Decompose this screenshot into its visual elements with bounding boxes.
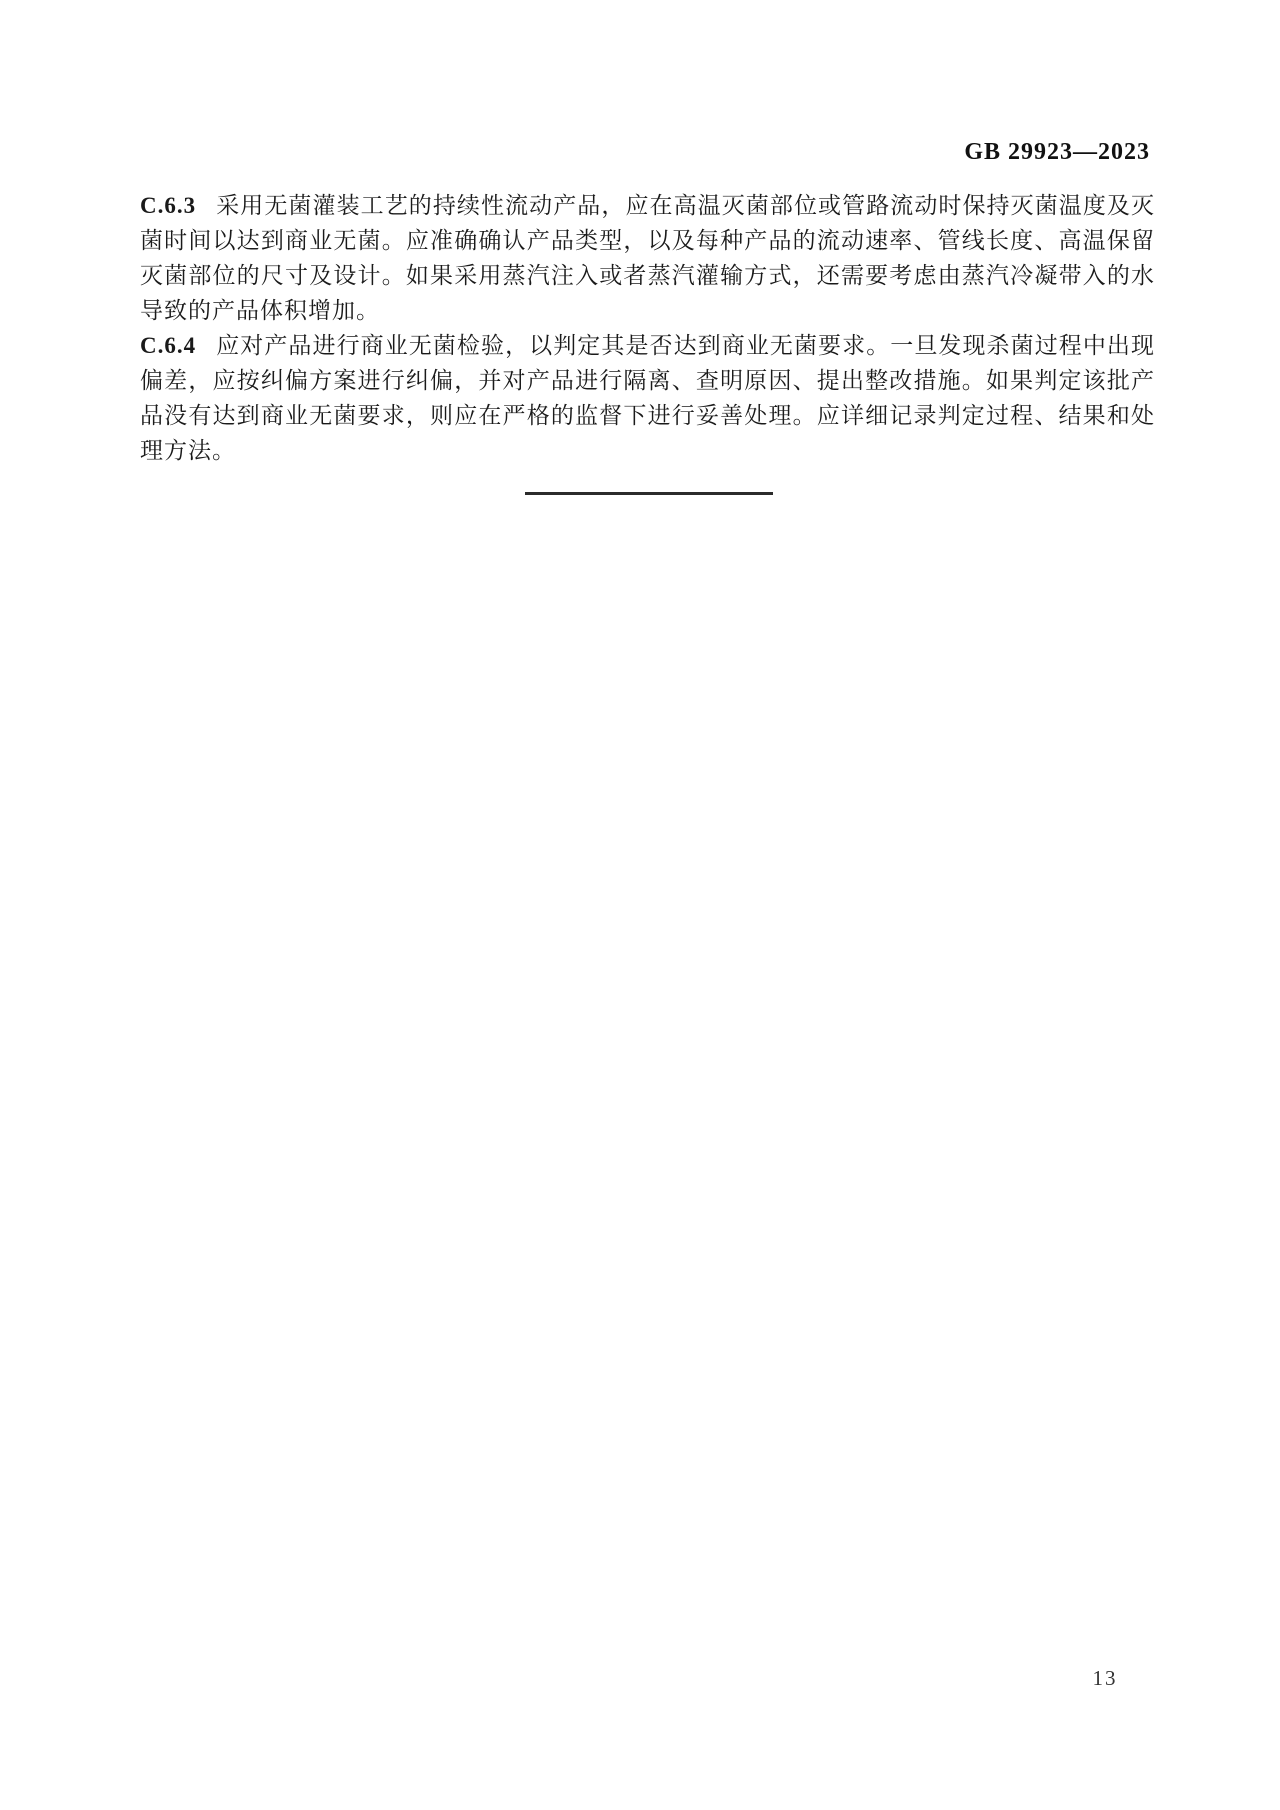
document-body <box>140 188 1155 468</box>
clause-c-6-3 <box>140 188 1155 328</box>
clause-number: C.6.4 <box>140 333 197 358</box>
clause-c-6-4 <box>140 328 1155 468</box>
clause-text: 采用无菌灌装工艺的持续性流动产品，应在高温灭菌部位或管路流动时保持灭菌温度及灭菌时间以达到商业无菌。应准确确认产品类型，以及每种产品的流动速率、管线长度、高温保留灭菌部位的尺寸及设计。如果采用蒸汽注入或者蒸汽灌输方式，还需要考虑由蒸汽冷凝带入的水导致的产品体积增加。 <box>140 193 1155 323</box>
page-number: 13 <box>1092 1666 1118 1690</box>
end-of-document-rule <box>525 492 773 495</box>
clause-number: C.6.3 <box>140 193 197 218</box>
standard-number-header: GB 29923—2023 <box>964 139 1150 165</box>
clause-text: 应对产品进行商业无菌检验，以判定其是否达到商业无菌要求。一旦发现杀菌过程中出现偏差，应按纠偏方案进行纠偏，并对产品进行隔离、查明原因、提出整改措施。如果判定该批产品没有达到商业无菌要求，则应在严格的监督下进行妥善处理。应详细记录判定过程、结果和处理方法。 <box>140 333 1155 463</box>
